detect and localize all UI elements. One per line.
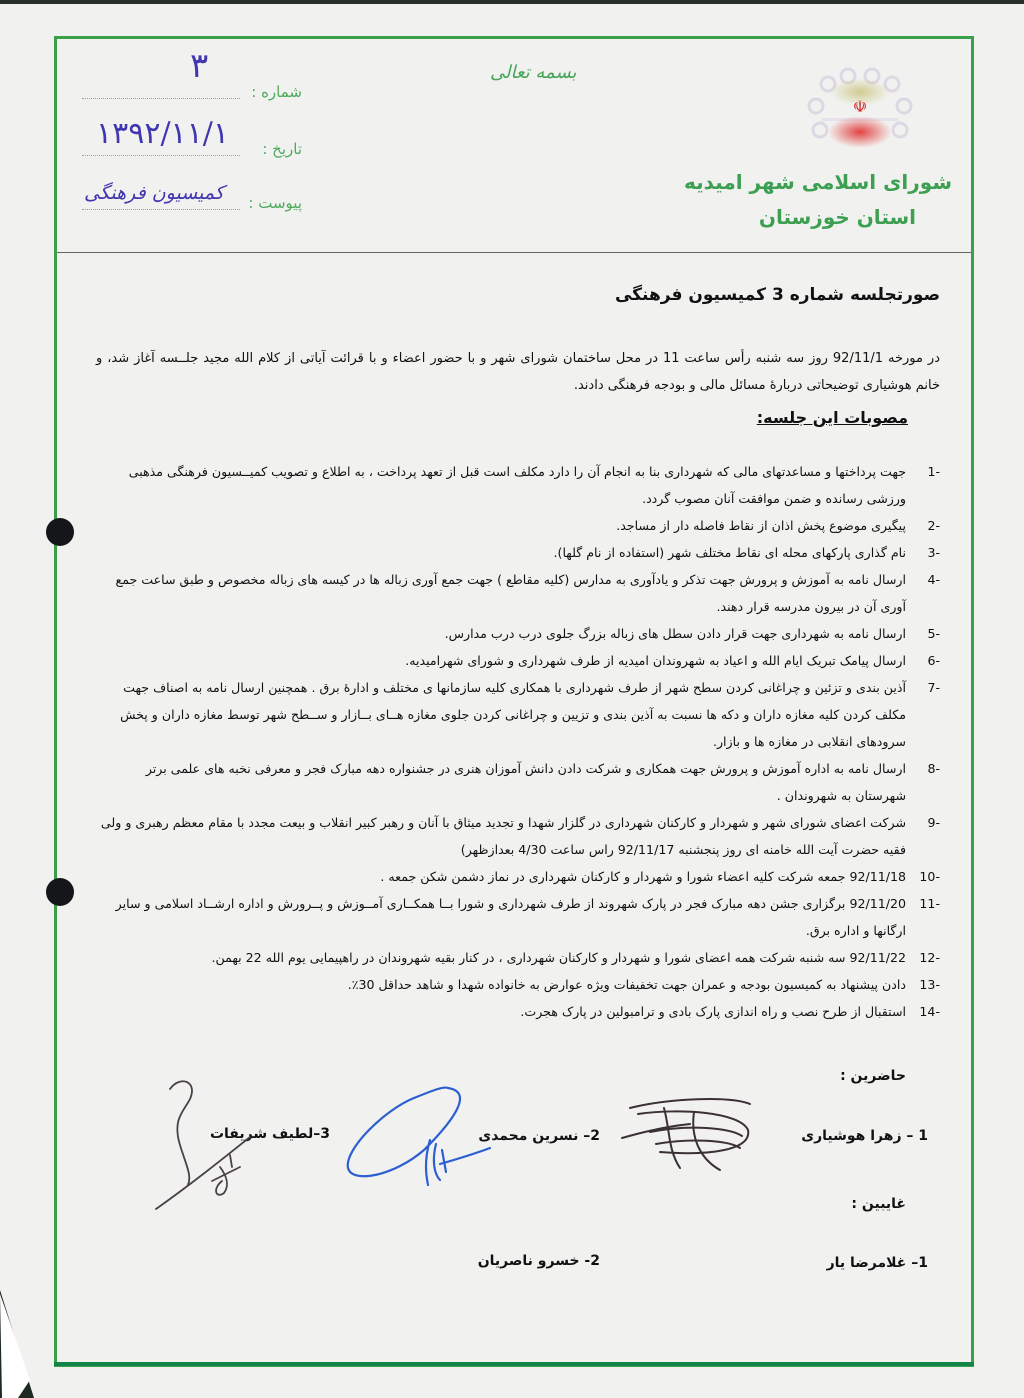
resolution-item	[96, 566, 940, 620]
present-heading: حاضرین :	[840, 1068, 906, 1084]
absent-member-1: 1– غلامرضا یار	[826, 1255, 928, 1271]
resolution-text: پیگیری موضوع پخش اذان از نقاط فاصله دار از مساجد.	[616, 518, 906, 533]
resolution-number: -6	[927, 653, 940, 668]
number-label: شماره :	[251, 83, 302, 101]
resolution-text: شرکت اعضای شورای شهر و شهردار و کارکنان شهرداری در گلزار شهدا و تجدید میثاق با آنان و رهبر کبیر انقلاب و بیعت مجدد با مقام معظم رهبری و ولی فقیه حضرت آیت الله خامنه ای روز پنجشنبه 92/11/17 راس ساعت 4/30 بعدازظهر)	[100, 815, 906, 857]
number-dotted-line	[82, 98, 240, 99]
resolution-text: ارسال نامه به آموزش و پرورش جهت تذکر و یادآوری به مدارس (کلیه مقاطع ) جهت جمع آوری زباله ها در کیسه های زباله مخصوص و طبق ساعت جمع آوری آن در بیرون مدرسه قرار دهند.	[115, 572, 906, 614]
resolution-text: نام گذاری پارکهای محله ای نقاط مختلف شهر (استفاده از نام گلها).	[553, 545, 906, 560]
resolution-text: ارسال نامه به اداره آموزش و پرورش جهت همکاری و شرکت دادن دانش آموزان هنری در جشنواره دهه مبارک فجر و معرفی نخبه های علمی برتر شهرستان به شهروندان .	[145, 761, 906, 803]
signature-member-3	[150, 1075, 260, 1215]
council-emblem-logo	[800, 62, 920, 162]
resolution-text: جهت پرداختها و مساعدتهای مالی که شهرداری بنا به انجام آن را دارد مکلف است قبل از تعهد پرداخت ، به اطلاع و تصویب کمیــسیون فرهنگی مذهبی ورزشی رسانده و ضمن موافقت آنان مصوب گردد.	[128, 464, 906, 506]
resolution-number: -14	[919, 1004, 940, 1019]
resolution-text: آذین بندی و تزئین و چراغانی کردن سطح شهر از طرف شهرداری با همکاری کلیه سازمانها ی مختلف و ادارهٔ برق . همچنین ارسال نامه به اصناف جهت مکلف کردن کلیه مغازه داران و دکه ها نسبت به آذین بندی و تزیین و چراغانی کردن جلوی مغازه هــای بــازار و ســطح شهر توسط مغازه داران و پخش سرودهای انقلابی در مغازه ها و بازار.	[120, 680, 906, 749]
resolution-item	[96, 890, 940, 944]
resolution-item	[96, 998, 940, 1025]
header-divider	[57, 252, 971, 253]
meeting-intro-paragraph: در مورخه 92/11/1 روز سه شنبه رأس ساعت 11 در محل ساختمان شورای شهر و با حضور اعضاء و با قرائت آیاتی از کلام الله مجید جلــسه آغاز شد، و خانم هوشیاری توضیحاتی دربارهٔ مسائل مالی و بودجه فرهنگی دادند.	[96, 351, 940, 393]
resolution-text: 92/11/18 جمعه شرکت کلیه اعضاء شورا و شهردار و کارکنان شهرداری در نماز دشمن شکن جمعه .	[380, 869, 906, 884]
resolution-number: -10	[919, 869, 940, 884]
resolution-number: -13	[919, 977, 940, 992]
date-dotted-line	[82, 155, 240, 156]
resolution-number: -2	[927, 518, 940, 533]
bismillah-calligraphy: بسمه تعالی	[490, 62, 577, 83]
resolution-item	[96, 539, 940, 566]
resolution-item	[96, 755, 940, 809]
punch-hole-top	[46, 518, 74, 546]
resolution-number: -5	[927, 626, 940, 641]
date-handwritten-value: ۱۳۹۲/۱۱/۱	[96, 116, 230, 151]
resolution-item	[96, 512, 940, 539]
resolutions-heading: مصوبات این جلسه:	[756, 408, 908, 427]
attachment-handwritten-value: کمیسیون فرهنگی	[84, 182, 224, 204]
resolution-number: -7	[927, 680, 940, 695]
resolution-number: -1	[927, 464, 940, 479]
punch-hole-bottom	[46, 878, 74, 906]
resolution-number: -12	[919, 950, 940, 965]
resolution-text: استقبال از طرح نصب و راه اندازی پارک بادی و ترامبولین در پارک هجرت.	[520, 1004, 906, 1019]
resolution-text: 92/11/22 سه شنبه شرکت همه اعضای شورا و شهردار و کارکنان شهرداری ، در کنار بقیه شهروندان در راهپیمایی یوم الله 22 بهمن.	[211, 950, 906, 965]
scan-edge-shadow	[0, 0, 1024, 4]
resolution-number: -3	[927, 545, 940, 560]
resolutions-list	[96, 458, 940, 1025]
resolution-item	[96, 674, 940, 755]
present-member-2: 2– نسرین محمدی	[478, 1128, 600, 1144]
date-label: تاریخ :	[262, 140, 302, 158]
resolution-item	[96, 971, 940, 998]
number-handwritten-value: ۳	[190, 46, 209, 86]
document-title: صورتجلسه شماره 3 کمیسیون فرهنگی	[614, 285, 940, 305]
resolution-number: -8	[927, 761, 940, 776]
organization-name: شورای اسلامی شهر امیدیه	[683, 170, 952, 194]
attachment-label: پیوست :	[248, 194, 302, 212]
signature-member-2	[344, 1080, 494, 1190]
resolution-item	[96, 944, 940, 971]
resolution-text: دادن پیشنهاد به کمیسیون بودجه و عمران جهت تخفیفات ویژه عوارض به خانواده شهدا و شاهد حداقل 30٪.	[347, 977, 906, 992]
absent-heading: غایبین :	[851, 1196, 906, 1212]
organization-province: استان خوزستان	[758, 205, 916, 229]
present-member-3: 3–لطیف شریفات	[209, 1126, 330, 1142]
attachment-dotted-line	[82, 209, 240, 210]
present-member-1: 1 – زهرا هوشیاری	[801, 1128, 928, 1144]
iran-emblem-icon: ☫	[852, 97, 868, 116]
resolution-number: -9	[927, 815, 940, 830]
resolution-text: 92/11/20 برگزاری جشن دهه مبارک فجر در پارک شهروند از طرف شهرداری و شورا بــا همکــاری آمــوزش و پــرورش و اداره ارشــاد اسلامی و سایر ارگانها و اداره برق.	[115, 896, 906, 938]
resolution-number: -4	[927, 572, 940, 587]
resolution-item	[96, 647, 940, 674]
resolution-item	[96, 620, 940, 647]
signature-member-1	[620, 1090, 760, 1175]
resolution-item	[96, 809, 940, 863]
resolution-number: -11	[919, 896, 940, 911]
resolution-text: ارسال نامه به شهرداری جهت قرار دادن سطل های زباله بزرگ جلوی درب درب مدارس.	[444, 626, 906, 641]
resolution-item	[96, 863, 940, 890]
resolution-text: ارسال پیامک تبریک ایام الله و اعیاد به شهروندان امیدیه از طرف شهرداری و شورای شهرامیدیه.	[405, 653, 906, 668]
resolution-item	[96, 458, 940, 512]
frame-bottom-rule	[54, 1362, 974, 1366]
absent-member-2: 2- خسرو ناصریان	[477, 1253, 600, 1269]
folded-page-corner	[0, 1290, 34, 1398]
